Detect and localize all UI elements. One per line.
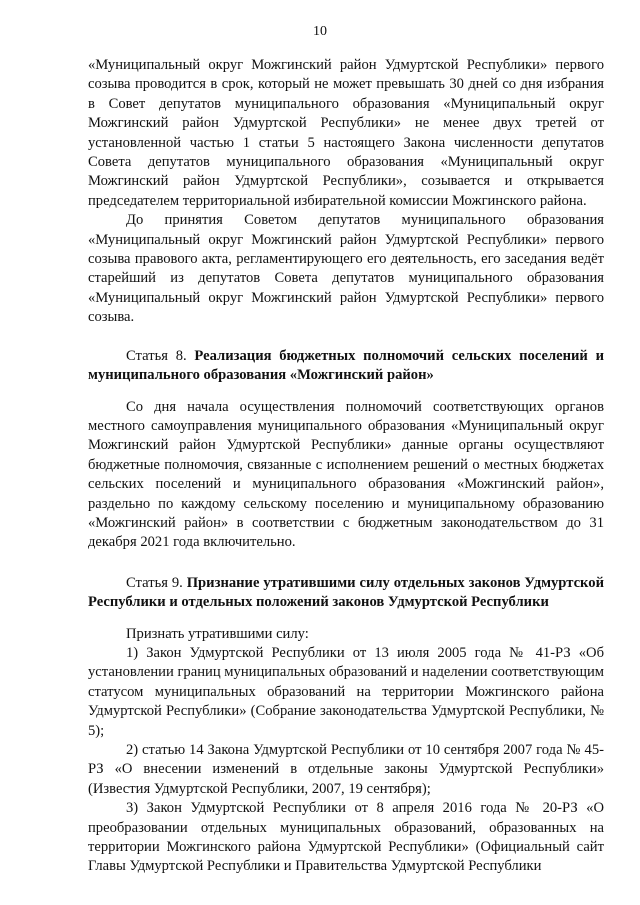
page-number: 10 xyxy=(313,24,327,39)
paragraph: «Муниципальный округ Можгинский район Удмуртской Республики» первого созыва проводится в срок, который не может превышать 30 дней со дня избрания в Совет депутатов муниципального образования «Муниципальный округ Можгинский район Удмуртской Республики» не менее двух третей от установленной частью 1 статьи 5 настоящего Закона численности депутатов Совета депутатов муниципального образования «Муниципальный округ Можгинский район Удмуртской Республики», созывается и открывается председателем территориальной избирательной комиссии Можгинского района. xyxy=(88,57,604,209)
list-item: 2) статью 14 Закона Удмуртской Республики от 10 сентября 2007 года № 45-РЗ «О внесении изменений в отдельные законы Удмуртской Республики» (Известия Удмуртской Республики, 2007, 19 сентября); xyxy=(88,742,604,797)
paragraph: До принятия Советом депутатов муниципального образования «Муниципальный округ Можгинский район Удмуртской Республики» первого созыва правового акта, регламентирующего его деятельность, его заседания ведёт старейший из депутатов Совета депутатов муниципального образования «Муниципальный округ Можгинский район Удмуртской Республики» первого созыва. xyxy=(88,212,604,326)
document-body xyxy=(88,56,604,877)
article-9-intro: Признать утратившими силу: xyxy=(126,625,309,642)
list-item: 3) Закон Удмуртской Республики от 8 апреля 2016 года № 20-РЗ «О преобразовании отдельных муниципальных образований, образованных на территории Можгинского района Удмуртской Республики» (Официальный сайт Главы Удмуртской Республики и Правительства Удмуртской Республики xyxy=(88,800,604,875)
article-9-title: Признание утратившими силу отдельных законов Удмуртской Республики и отдельных положений законов Удмуртской Республики xyxy=(88,574,604,611)
article-8-title: Реализация бюджетных полномочий сельских поселений и муниципального образования «Можгинский район» xyxy=(88,347,604,384)
article-8-text: Со дня начала осуществления полномочий соответствующих органов местного самоуправления муниципального образования «Муниципальный округ Можгинский район Удмуртской Республики» данные органы осуществляют бюджетные полномочия, связанные с исполнением решений о местных бюджетах сельских поселений и муниципального образования «Можгинский район», раздельно по каждому сельскому поселению и муниципальному образованию «Можгинский район» в соответствии с бюджетным законодательством до 31 декабря 2021 года включительно. xyxy=(88,398,604,551)
list-item: 1) Закон Удмуртской Республики от 13 июля 2005 года № 41-РЗ «Об установлении границ муниципальных образований и наделении соответствующим статусом муниципальных образований на территории Можгинского района Удмуртской Республики» (Собрание законодательства Удмуртской Республики, № 5); xyxy=(88,644,605,739)
article-9-label: Статья 9. xyxy=(126,574,183,591)
article-8-heading xyxy=(88,347,604,386)
article-9-heading xyxy=(88,574,604,613)
article-8-label: Статья 8. xyxy=(126,347,187,364)
